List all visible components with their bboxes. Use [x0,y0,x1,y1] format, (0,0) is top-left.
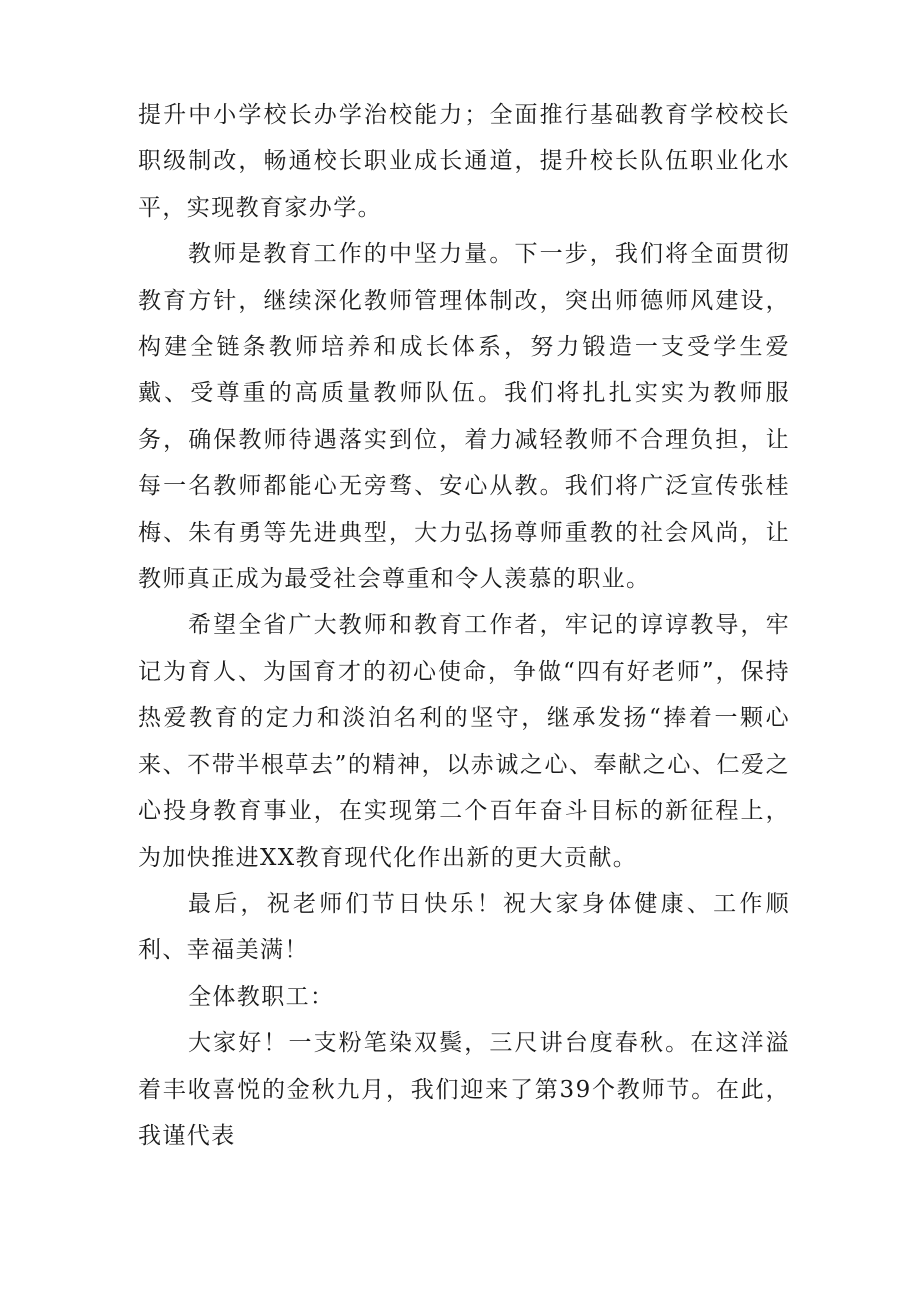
paragraph-hope: 希望全省广大教师和教育工作者，牢记的谆谆教导，牢记为育人、为国育才的初心使命，争做“四有好老师”，保持热爱教育的定力和淡泊名利的坚守，继承发扬“捧着一颗心来、不带半根草去”的精神，以赤诚之心、奉献之心、仁爱之心投身教育事业，在实现第二个百年奋斗目标的新征程上，为加快推进XX教育现代化作出新的更大贡献。 [138,612,790,871]
paragraph-teacher-force: 教师是教育工作的中坚力量。下一步，我们将全面贯彻教育方针，继续深化教师管理体制改，突出师德师风建设，构建全链条教师培养和成长体系，努力锻造一支受学生爱戴、受尊重的高质量教师队伍。我们将扎扎实实为教师服务，确保教师待遇落实到位，着力减轻教师不合理负担，让每一名教师都能心无旁骛、安心从教。我们将广泛宣传张桂梅、朱有勇等先进典型，大力弘扬尊师重教的社会风尚，让教师真正成为最受社会尊重和令人羡慕的职业。 [138,241,790,593]
paragraph-principal-ability: 提升中小学校长办学治校能力；全面推行基础教育学校校长职级制改，畅通校长职业成长通道，提升校长队伍职业化水平，实现教育家办学。 [138,102,790,221]
paragraph-greeting: 大家好！一支粉笔染双鬓，三尺讲台度春秋。在这洋溢着丰收喜悦的金秋九月，我们迎来了第39个教师节。在此，我谨代表 [138,1030,790,1149]
document-body [138,92,790,1159]
paragraph-closing-wishes: 最后，祝老师们节日快乐！祝大家身体健康、工作顺利、幸福美满！ [138,890,790,964]
paragraph-salutation: 全体教职工： [188,983,335,1010]
